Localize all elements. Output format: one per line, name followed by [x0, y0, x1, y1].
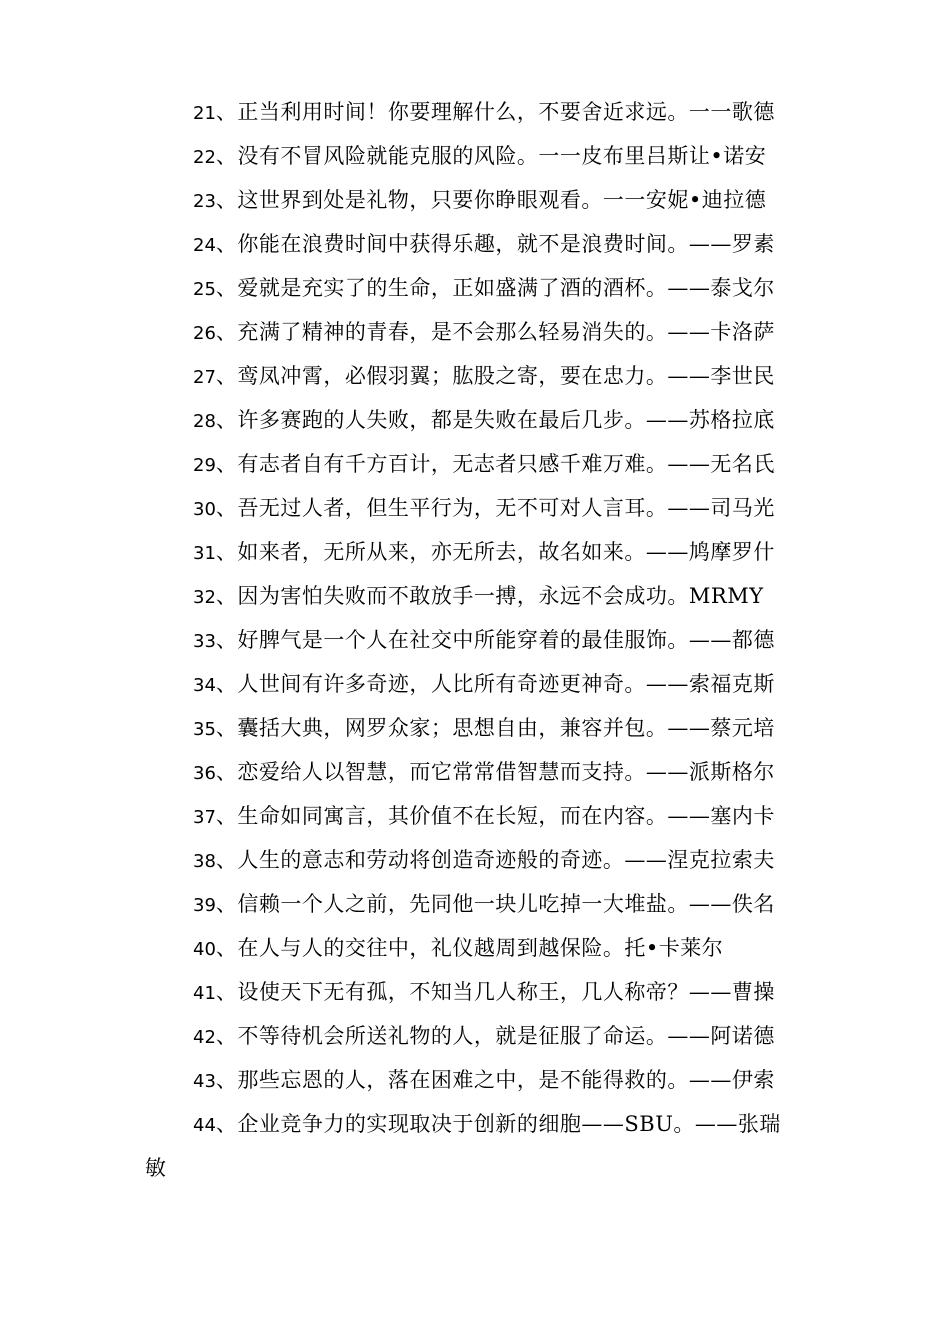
- quote-number: 39: [193, 895, 216, 916]
- quote-text: 许多赛跑的人失败，都是失败在最后几步。——苏格拉底: [237, 408, 775, 432]
- quote-number: 22: [193, 147, 216, 168]
- quote-separator: 、: [215, 100, 238, 124]
- quote-item: [193, 574, 803, 618]
- quote-text: 人生的意志和劳动将创造奇迹般的奇迹。——涅克拉索夫: [237, 848, 775, 872]
- quote-number: 30: [193, 499, 216, 520]
- quote-text: 在人与人的交往中，礼仪越周到越保险。托•卡莱尔: [237, 936, 724, 960]
- quote-text: 如来者，无所从来，亦无所去，故名如来。——鸠摩罗什: [237, 540, 775, 564]
- quote-number: 28: [193, 411, 216, 432]
- quote-text: 设使天下无有孤，不知当几人称王，几人称帝？——曹操: [237, 980, 775, 1004]
- quote-item: [193, 926, 803, 970]
- quote-item: [193, 486, 803, 530]
- quote-item: [193, 530, 803, 574]
- quote-separator: 、: [215, 364, 238, 388]
- quote-number: 24: [193, 235, 216, 256]
- quote-number: 31: [193, 543, 216, 564]
- quote-separator: 、: [215, 496, 238, 520]
- quote-list: [193, 90, 803, 1146]
- quote-item: [193, 90, 803, 134]
- quote-separator: 、: [215, 892, 238, 916]
- quote-number: 40: [193, 939, 216, 960]
- quote-number: 41: [193, 983, 216, 1004]
- quote-separator: 、: [215, 320, 238, 344]
- quote-item: [193, 310, 803, 354]
- quote-text: 人世间有许多奇迹，人比所有奇迹更神奇。——索福克斯: [237, 672, 775, 696]
- quote-item: [193, 1014, 803, 1058]
- quote-item: [193, 398, 803, 442]
- quote-text: 鸾凤冲霄，必假羽翼；肱股之寄，要在忠力。——李世民: [237, 364, 775, 388]
- quote-item: [193, 706, 803, 750]
- quote-text: 正当利用时间！你要理解什么，不要舍近求远。一一歌德: [237, 100, 775, 124]
- quote-separator: 、: [215, 848, 238, 872]
- quote-number: 38: [193, 851, 216, 872]
- quote-separator: 、: [215, 232, 238, 256]
- quote-text: 有志者自有千方百计，无志者只感千难万难。——无名氏: [237, 452, 775, 476]
- quote-separator: 、: [215, 144, 238, 168]
- quote-separator: 、: [215, 276, 238, 300]
- quote-item: [193, 1102, 803, 1146]
- quote-number: 44: [193, 1115, 216, 1136]
- quote-separator: 、: [215, 980, 238, 1004]
- quote-text: 囊括大典，网罗众家；思想自由，兼容并包。——蔡元培: [237, 716, 775, 740]
- quote-text: 不等待机会所送礼物的人，就是征服了命运。——阿诺德: [237, 1024, 775, 1048]
- quote-number: 21: [193, 103, 216, 124]
- quote-separator: 、: [215, 936, 238, 960]
- quote-number: 42: [193, 1027, 216, 1048]
- quote-separator: 、: [215, 1068, 238, 1092]
- quote-separator: 、: [215, 760, 238, 784]
- quote-text: 爱就是充实了的生命，正如盛满了酒的酒杯。——泰戈尔: [237, 276, 775, 300]
- quote-item: [193, 882, 803, 926]
- quote-number: 35: [193, 719, 216, 740]
- quote-number: 43: [193, 1071, 216, 1092]
- quote-text: 充满了精神的青春，是不会那么轻易消失的。——卡洛萨: [237, 320, 775, 344]
- quote-item: [193, 838, 803, 882]
- quote-item: [193, 354, 803, 398]
- quote-number: 27: [193, 367, 216, 388]
- quote-text: 生命如同寓言，其价值不在长短，而在内容。——塞内卡: [237, 804, 775, 828]
- quote-item: [193, 178, 803, 222]
- quote-item: [193, 222, 803, 266]
- quote-number: 29: [193, 455, 216, 476]
- quote-text: 这世界到处是礼物，只要你睁眼观看。一一安妮•迪拉德: [237, 188, 767, 212]
- quote-separator: 、: [215, 584, 238, 608]
- quote-text: 好脾气是一个人在社交中所能穿着的最佳服饰。——都德: [237, 628, 775, 652]
- quote-separator: 、: [215, 1024, 238, 1048]
- quote-text: 那些忘恩的人，落在困难之中，是不能得救的。——伊索: [237, 1068, 775, 1092]
- quote-number: 23: [193, 191, 216, 212]
- quote-number: 26: [193, 323, 216, 344]
- quote-separator: 、: [215, 1112, 238, 1136]
- quote-item: [193, 750, 803, 794]
- quote-text: 没有不冒风险就能克服的风险。一一皮布里吕斯让•诺安: [237, 144, 767, 168]
- quote-separator: 、: [215, 672, 238, 696]
- quote-separator: 、: [215, 408, 238, 432]
- quote-item: [193, 1058, 803, 1102]
- quote-item: [193, 794, 803, 838]
- quote-separator: 、: [215, 628, 238, 652]
- quote-item: [193, 266, 803, 310]
- quote-continuation: 敏: [145, 1156, 166, 1180]
- quote-number: 25: [193, 279, 216, 300]
- quote-number: 32: [193, 587, 216, 608]
- quote-number: 37: [193, 807, 216, 828]
- quote-separator: 、: [215, 452, 238, 476]
- quote-number: 33: [193, 631, 216, 652]
- quote-item: [193, 970, 803, 1014]
- quote-item: [193, 442, 803, 486]
- quote-number: 34: [193, 675, 216, 696]
- quote-text: 你能在浪费时间中获得乐趣，就不是浪费时间。——罗素: [237, 232, 775, 256]
- quote-item: [193, 662, 803, 706]
- quote-separator: 、: [215, 188, 238, 212]
- quote-number: 36: [193, 763, 216, 784]
- quote-item: [193, 618, 803, 662]
- quote-text: 恋爱给人以智慧，而它常常借智慧而支持。——派斯格尔: [237, 760, 775, 784]
- quote-text: 吾无过人者，但生平行为，无不可对人言耳。——司马光: [237, 496, 775, 520]
- quote-separator: 、: [215, 804, 238, 828]
- quote-item: [193, 134, 803, 178]
- quote-separator: 、: [215, 716, 238, 740]
- quote-text: 因为害怕失败而不敢放手一搏，永远不会成功。MRMY: [237, 584, 764, 608]
- quote-text: 信赖一个人之前，先同他一块儿吃掉一大堆盐。——佚名: [237, 892, 775, 916]
- quote-text: 企业竞争力的实现取决于创新的细胞——SBU。——张瑞: [237, 1112, 781, 1136]
- quote-separator: 、: [215, 540, 238, 564]
